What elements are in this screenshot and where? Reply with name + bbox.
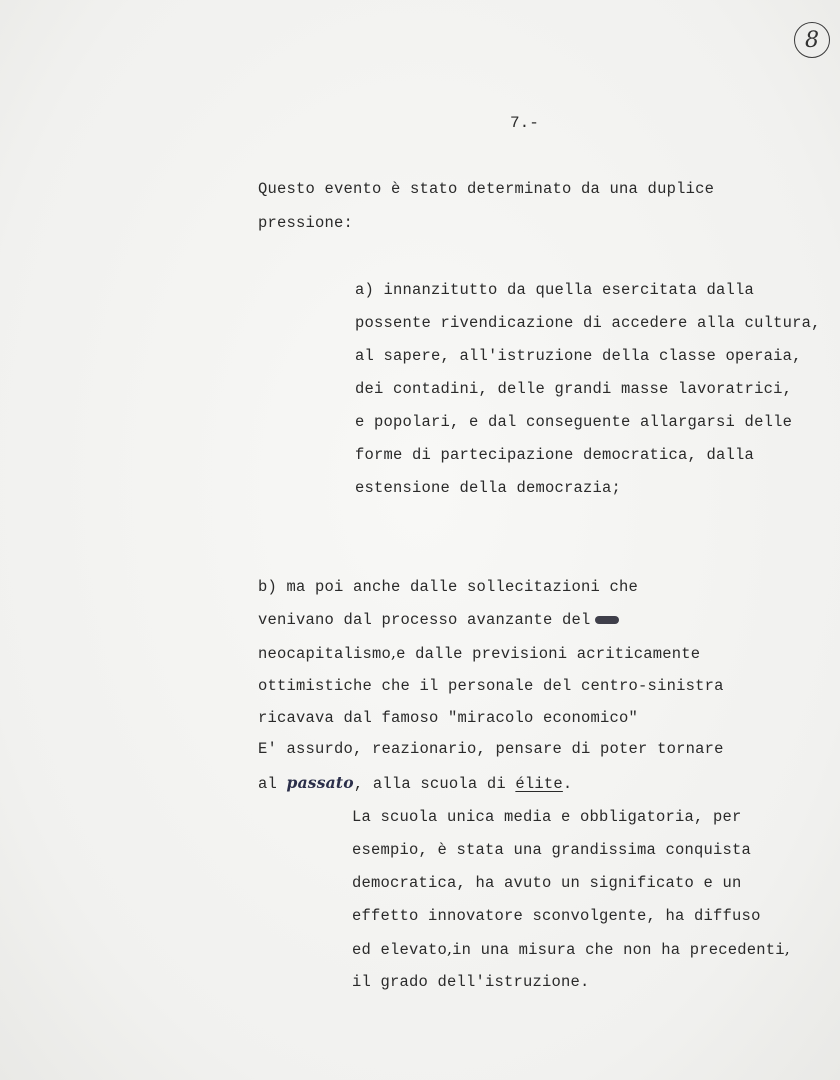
circled-number: 8: [805, 27, 819, 53]
intro-line: pressione:: [258, 214, 354, 232]
point-b-text: .: [562, 775, 573, 793]
point-b-text: venivano dal processo avanzante del: [258, 611, 591, 629]
page-number: 7.-: [510, 114, 539, 132]
point-b-text: , alla scuola di: [353, 775, 506, 793]
intro-line: Questo evento è stato determinato da una duplice: [258, 180, 715, 198]
conclusion-line: La scuola unica media e obbligatoria, per: [352, 808, 742, 826]
conclusion-line: democratica, ha avuto un significato e un: [352, 874, 742, 892]
handwritten-correction: passato: [286, 773, 354, 792]
circled-page-annotation: [794, 22, 830, 58]
conclusion-line: [352, 940, 790, 959]
point-b-line: [258, 773, 572, 793]
handwritten-comma: ,: [391, 644, 397, 662]
point-b-line: E' assurdo, reazionario, pensare di poter tornare: [258, 740, 724, 758]
point-a-line: estensione della democrazia;: [355, 479, 622, 497]
point-a-line: a) innanzitutto da quella esercitata dalla: [355, 281, 755, 299]
conclusion-line: esempio, è stata una grandissima conquista: [352, 841, 752, 859]
point-b-line: [258, 644, 700, 663]
point-b-text: neocapitalismo: [258, 645, 392, 663]
point-a-line: possente rivendicazione di accedere alla cultura,: [355, 314, 821, 332]
point-a-line: dei contadini, delle grandi masse lavoratrici,: [355, 380, 793, 398]
point-b-line: [258, 611, 619, 629]
point-a-line: e popolari, e dal conseguente allargarsi delle: [355, 413, 793, 431]
point-b-line: b) ma poi anche dalle sollecitazioni che: [258, 578, 639, 596]
handwritten-comma: ,: [784, 940, 790, 958]
point-a-line: forme di partecipazione democratica, dalla: [355, 446, 755, 464]
ink-blot-correction: [595, 616, 619, 624]
point-b-line: ricavava dal famoso "miracolo economico": [258, 709, 639, 727]
point-a-line: al sapere, all'istruzione della classe operaia,: [355, 347, 802, 365]
point-b-text: e dalle previsioni acriticamente: [396, 645, 701, 663]
underlined-word: élite: [515, 775, 563, 793]
conclusion-text: ed elevato: [352, 941, 448, 959]
conclusion-line: effetto innovatore sconvolgente, ha diffuso: [352, 907, 761, 925]
conclusion-line: il grado dell'istruzione.: [352, 973, 590, 991]
point-b-line: ottimistiche che il personale del centro-sinistra: [258, 677, 724, 695]
conclusion-text: in una misura che non ha precedenti: [452, 941, 785, 959]
point-b-text: al: [258, 775, 278, 793]
handwritten-comma: ,: [447, 940, 453, 958]
